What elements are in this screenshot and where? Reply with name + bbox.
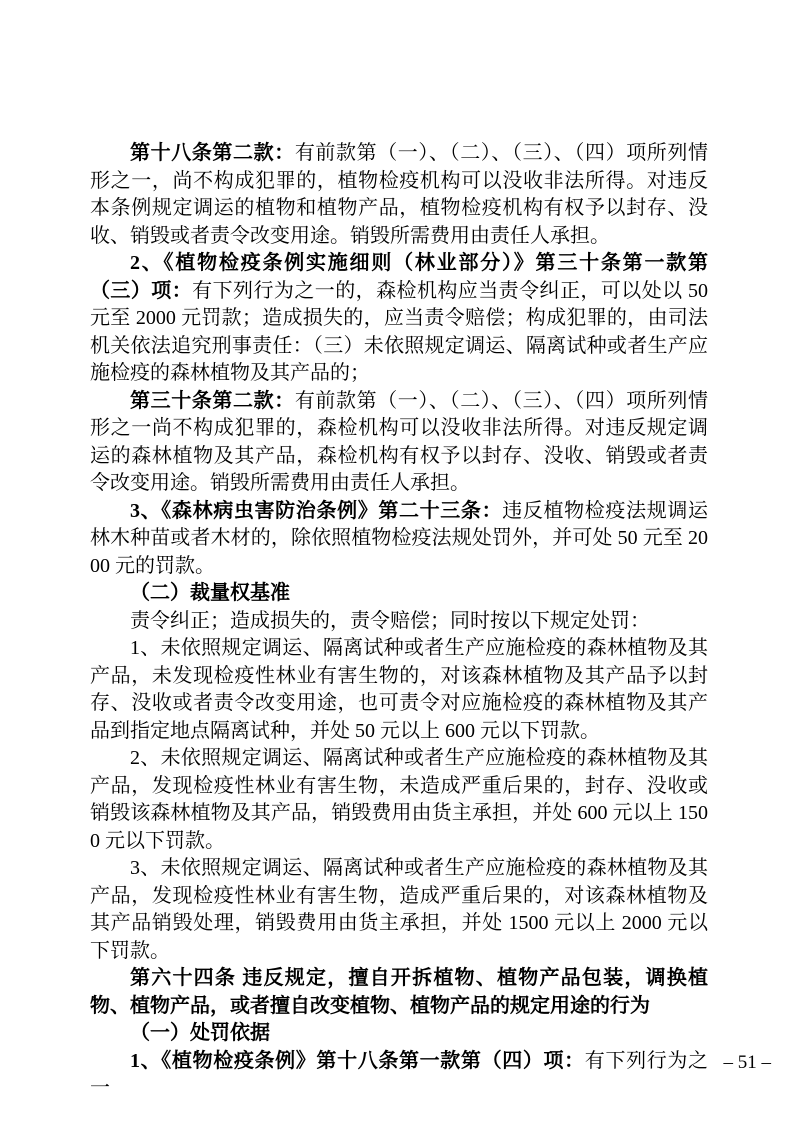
para-benchmark-intro bbox=[90, 608, 708, 636]
text-run-bold: 第十八条第二款： bbox=[130, 142, 295, 164]
text-run-bold: 第三十条第二款： bbox=[130, 389, 295, 412]
text-run: 3、未依照规定调运、隔离试种或者生产应施检疫的森林植物及其产品，发现检疫性林业有害生物，造成严重后果的，对该森林植物及其产品销毁处理，销毁费用由货主承担，并处 1500 元以上 2000 元以下罚款。 bbox=[90, 857, 708, 962]
text-run: 2、未依照规定调运、隔离试种或者生产应施检疫的森林植物及其产品，发现检疫性林业有害生物，未造成严重后果的，封存、没收或销毁该森林植物及其产品，销毁费用由货主承担，并处 600 元以上 1500 元以下罚款。 bbox=[90, 747, 708, 852]
para-basis-2 bbox=[90, 250, 708, 388]
para-article18-clause2 bbox=[90, 140, 708, 250]
para-basis-3 bbox=[90, 498, 708, 581]
para-heading-discretion-benchmark bbox=[90, 580, 708, 608]
text-run: 有下列行为之一 bbox=[90, 1049, 709, 1099]
text-run-bold: （一）处罚依据 bbox=[130, 1022, 270, 1044]
para-heading-punishment-basis bbox=[90, 1020, 708, 1048]
text-run-bold: 1、《植物检疫条例》第十八条第一款第（四）项： bbox=[130, 1049, 585, 1072]
para-benchmark-item-2 bbox=[90, 745, 708, 855]
text-run-bold: 3、《森林病虫害防治条例》第二十三条： bbox=[130, 499, 503, 522]
page-number: – 51 – bbox=[723, 1052, 771, 1073]
text-run: 有前款第（一）、（二）、（三）、（四）项所列情形之一，尚不构成犯罪的，植物检疫机构可以没收非法所得。对违反本条例规定调运的植物和植物产品，植物检疫机构有权予以封存、没收、销毁或者责令改变用途。销毁所需费用由责任人承担。 bbox=[90, 142, 709, 247]
para-benchmark-item-3 bbox=[90, 855, 708, 965]
document-body bbox=[90, 140, 708, 1103]
para-benchmark-item-1 bbox=[90, 635, 708, 745]
para-basis-1-article18 bbox=[90, 1048, 708, 1103]
text-run-bold: 2、《植物检疫条例实施细则（林业部分）》第三十条第一款第（三）项： bbox=[90, 252, 708, 302]
text-run: 1、未依照规定调运、隔离试种或者生产应施检疫的森林植物及其产品，未发现检疫性林业有害生物的，对该森林植物及其产品予以封存、没收或者责令改变用途，也可责令对应施检疫的森林植物及其产品到指定地点隔离试种，并处 50 元以上 600 元以下罚款。 bbox=[90, 637, 708, 742]
text-run: 有前款第（一）、（二）、（三）、（四）项所列情形之一尚不构成犯罪的，森检机构可以没收非法所得。对违反规定调运的森林植物及其产品，森检机构有权予以封存、没收、销毁或者责令改变用途。销毁所需费用由责任人承担。 bbox=[90, 389, 709, 494]
text-run: 责令纠正；造成损失的，责令赔偿；同时按以下规定处罚： bbox=[130, 609, 650, 632]
para-heading-article64 bbox=[90, 965, 708, 1020]
text-run-bold: （二）裁量权基准 bbox=[130, 582, 290, 604]
text-run: 违反植物检疫法规调运林木种苗或者木材的，除依照植物检疫法规处罚外，并可处 50 元至 2000 元的罚款。 bbox=[90, 499, 709, 577]
text-run-bold: 第六十四条 违反规定，擅自开拆植物、植物产品包装，调换植物、植物产品，或者擅自改变植物、植物产品的规定用途的行为 bbox=[90, 967, 708, 1017]
text-run: 有下列行为之一的，森检机构应当责令纠正，可以处以 50 元至 2000 元罚款；造成损失的，应当责令赔偿；构成犯罪的，由司法机关依法追究刑事责任：（三）未依照规定调运、隔离试种或者生产应施检疫的森林植物及其产品的； bbox=[90, 279, 709, 384]
para-article30-clause2 bbox=[90, 388, 708, 498]
